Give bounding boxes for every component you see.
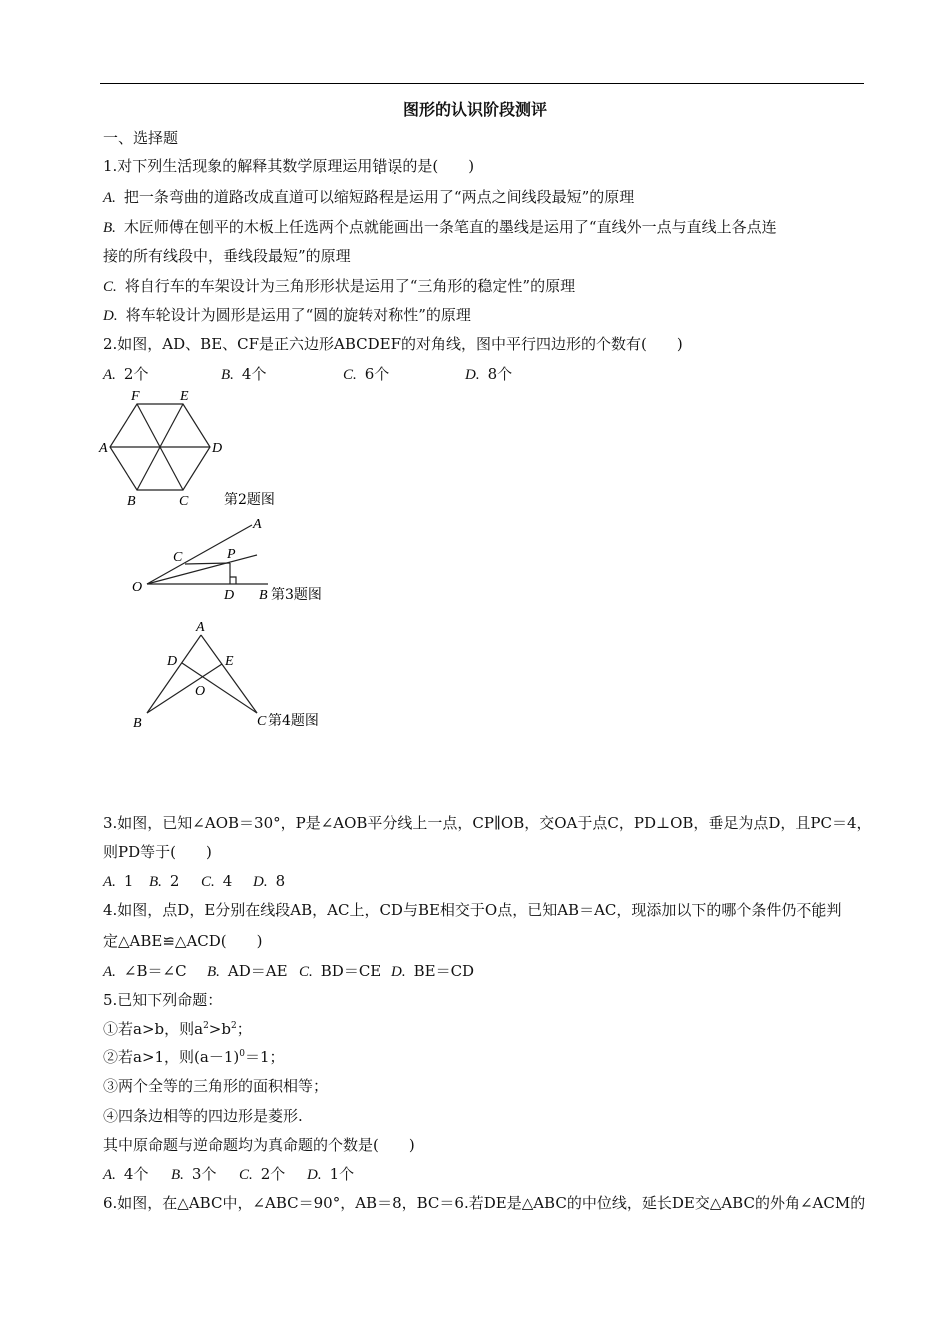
q6-stem-line1: 6.如图，在△ABC中，∠ABC＝90°，AB＝8，BC＝6.若DE是△ABC的中位线，延长DE交△ABC的外角∠ACM的: [103, 1194, 866, 1212]
fig2-caption: 第2题图: [224, 492, 275, 508]
figure-4-triangles: [147, 635, 257, 713]
q1-option-b-cont: 接的所有线段中，垂线段最短”的原理: [103, 247, 351, 265]
q2-stem: 2.如图，AD、BE、CF是正六边形ABCDEF的对角线，图中平行四边形的个数有( ): [103, 335, 683, 353]
page-title: 图形的认识阶段测评: [402, 100, 547, 119]
fig2-label-f: F: [131, 389, 140, 404]
q4-options: A. ∠B＝∠C B. AD＝AE C. BD＝CE D. BE＝CD: [103, 962, 475, 980]
q3-options: A. 1 B. 2 C. 4 D. 8: [103, 872, 286, 890]
fig2-label-a: A: [99, 441, 108, 456]
q2-options: A. 2个 B. 4个 C. 6个 D. 8个: [103, 365, 513, 383]
fig4-label-a: A: [196, 620, 205, 635]
header-rule: [100, 83, 864, 84]
q5-options: A. 4个 B. 3个 C. 2个 D. 1个: [103, 1165, 355, 1183]
q1-stem: 1.对下列生活现象的解释其数学原理运用错误的是( ): [103, 157, 475, 175]
fig3-label-c: C: [173, 550, 183, 565]
fig4-label-o: O: [195, 684, 206, 699]
q1-option-d: D. 将车轮设计为圆形是运用了“圆的旋转对称性”的原理: [103, 306, 471, 324]
q3-stem-line1: 3.如图，已知∠AOB＝30°，P是∠AOB平分线上一点，CP∥OB，交OA于点C，PD⊥OB，垂足为点D，且PC＝4，: [103, 814, 872, 832]
q5-question: 其中原命题与逆命题均为真命题的个数是( ): [103, 1136, 415, 1154]
fig3-label-o: O: [132, 580, 143, 595]
q1-option-a: A. 把一条弯曲的道路改成直道可以缩短路程是运用了“两点之间线段最短”的原理: [103, 188, 635, 206]
fig4-label-b: B: [133, 716, 142, 731]
fig3-label-p: P: [227, 547, 236, 562]
fig3-label-b: B: [259, 588, 268, 603]
q1-option-c: C. 将自行车的车架设计为三角形形状是运用了“三角形的稳定性”的原理: [103, 277, 576, 295]
fig4-caption: 第4题图: [268, 713, 319, 729]
q4-stem-line1: 4.如图，点D，E分别在线段AB，AC上，CD与BE相交于O点，已知AB＝AC，现添加以下的哪个条件仍不能判: [103, 901, 842, 919]
fig2-label-e: E: [180, 389, 189, 404]
figure-2-hexagon: [110, 404, 210, 490]
figure-3-angle: [147, 525, 268, 584]
q3-stem-line2: 则PD等于( ): [103, 843, 212, 861]
fig2-label-d: D: [212, 441, 223, 456]
fig3-caption: 第3题图: [271, 587, 322, 603]
fig4-label-c: C: [257, 714, 267, 729]
q5-proposition-2: ②若a>1，则$(a-1)^0=1$；: [103, 1048, 285, 1066]
q5-stem: 5.已知下列命题：: [103, 991, 223, 1009]
fig4-label-e: E: [225, 654, 234, 669]
q5-proposition-3: ③两个全等的三角形的面积相等；: [103, 1077, 329, 1095]
q1-option-b: B. 木匠师傅在刨平的木板上任选两个点就能画出一条笔直的墨线是运用了“直线外一点与直线上各点连: [103, 218, 777, 236]
figures-area: [0, 380, 950, 760]
q5-proposition-1: ①若a>b，则$a^2>b^2$；: [103, 1020, 252, 1038]
fig3-label-d: D: [224, 588, 235, 603]
fig2-label-b: B: [127, 494, 136, 509]
q4-stem-line2: 定△ABE≌△ACD( ): [103, 932, 263, 950]
fig2-label-c: C: [179, 494, 189, 509]
q5-proposition-4: ④四条边相等的四边形是菱形.: [103, 1107, 303, 1125]
fig4-label-d: D: [167, 654, 178, 669]
fig3-label-a: A: [253, 517, 262, 532]
section-heading: 一、选择题: [103, 129, 179, 147]
